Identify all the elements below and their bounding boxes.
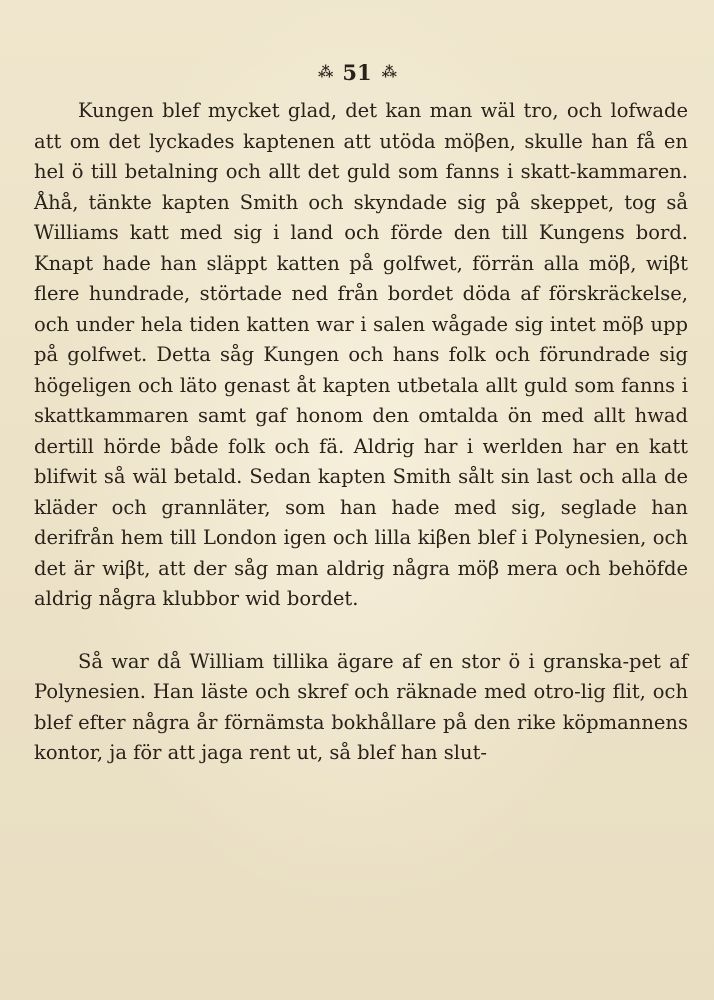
paragraph-1: Kungen blef mycket glad, det kan man wäl tro, och lofwade att om det lyckades kaptenen att utöda möβen, skulle han få en hel ö till betalning och allt det guld som fanns i skatt-kammaren. Åhå, tänkte kapten Smith och skyndade sig på skeppet, tog så Williams katt med sig i land och förde den till Kungens bord. Knapt hade han släppt katten på golfwet, förrän alla möβ, wiβt flere hundrade, störtade ned från bordet döda af förskräckelse, och under hela tiden katten war i salen wågade sig intet möβ upp på golfwet. Detta såg Kungen och hans folk och förundrade sig högeligen och läto genast åt kapten utbetala allt guld som fanns i skattkammaren samt gaf honom den omtalda ön med allt hwad dertill hörde både folk och fä. Aldrig har i werlden har en katt blifwit så wäl betald. Sedan kapten Smith sålt sin last och alla de kläder och grannläter, som han hade med sig, seglade han derifrån hem till London igen och lilla kiβen blef i Polynesien, och det är wiβt, att der såg man aldrig några möβ mera och behöfde aldrig några klubbor wid bordet. xyxy=(34,99,688,610)
ornament-right-icon: ⁂ xyxy=(381,63,396,81)
page-header xyxy=(0,56,714,88)
page-number: 51 xyxy=(342,59,372,85)
body-text xyxy=(34,96,688,769)
ornament-left-icon: ⁂ xyxy=(318,63,333,81)
paragraph-2: Så war då William tillika ägare af en stor ö i granska-pet af Polynesien. Han läste och skref och räknade med otro-lig flit, och blef efter några år förnämsta bokhållare på den rike köpmannens kontor, ja för att jaga rent ut, så blef han slut- xyxy=(34,649,688,764)
